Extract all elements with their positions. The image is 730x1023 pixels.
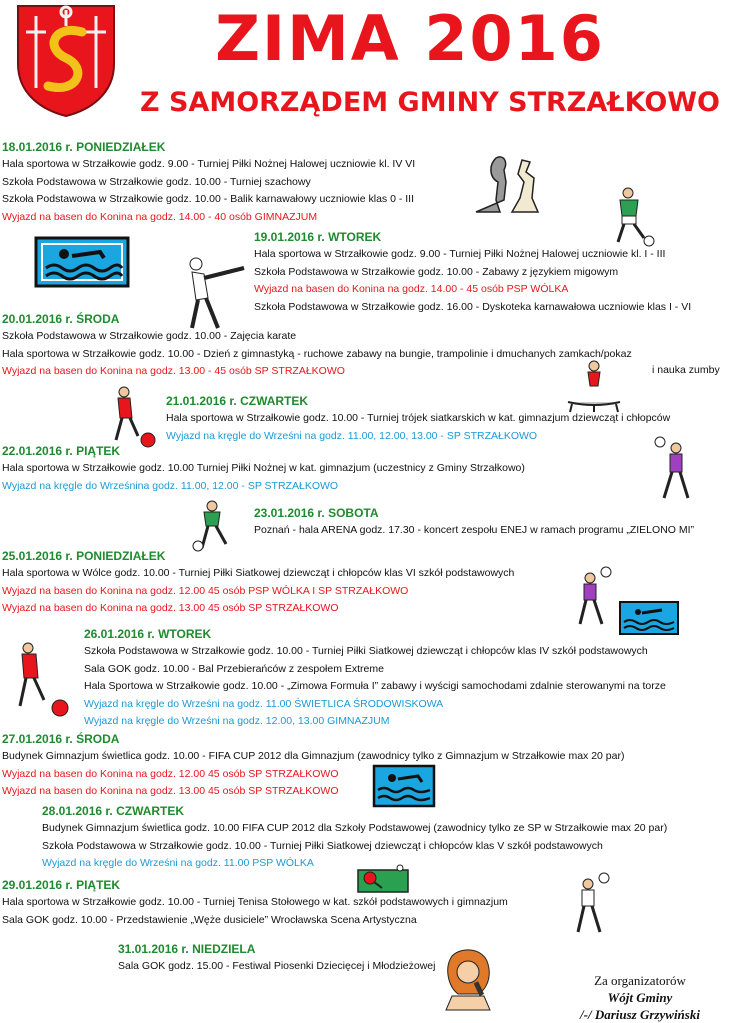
event-line: Szkoła Podstawowa w Strzałkowie godz. 10.00 - Zajęcia karate	[2, 330, 297, 342]
swimming-sign-icon	[34, 236, 130, 288]
event-line: Poznań - hala ARENA godz. 17.30 - koncert zespołu ENEJ w ramach programu „ZIELONO MI”	[254, 524, 695, 536]
football-player-icon	[190, 500, 238, 552]
page-subtitle: Z SAMORZĄDEM GMINY STRZAŁKOWO	[140, 87, 721, 118]
day-date: 29.01.2016 r. PIĄTEK	[2, 878, 121, 892]
event-line: Wyjazd na basen do Konina na godz. 14.00 - 40 osób GIMNAZJUM	[2, 210, 318, 223]
event-line: Wyjazd na kręgle do Wrześnina godz. 11.00, 12.00 - SP STRZAŁKOWO	[2, 479, 339, 492]
event-line: Wyjazd na basen do Konina na godz. 13.00 45 osób SP STRZAŁKOWO	[2, 785, 339, 797]
event-line: Szkoła Podstawowa w Strzałkowie godz. 10.00 - Turniej Piłki Siatkowej dziewcząt i chłopców klas IV szkół podstawowych	[84, 645, 648, 657]
event-line: Hala sportowa w Strzałkowie godz. 10.00 Turniej Piłki Nożnej w kat. gimnazjum (uczestnicy z Gminy Strzałkowo)	[2, 462, 525, 474]
event-line: Szkoła Podstawowa w Strzałkowie godz. 10.00 - Turniej szachowy	[2, 175, 311, 188]
day-date: 31.01.2016 r. NIEDZIELA	[118, 942, 256, 956]
trampoline-icon	[562, 358, 626, 414]
event-line: Budynek Gimnazjum świetlica godz. 10.00 - FIFA CUP 2012 dla Gimnazjum (zawodnicy tylko z Gimnazjum w Strzałkowie max 20 par)	[2, 750, 625, 762]
karate-icon	[178, 254, 250, 334]
day-date: 26.01.2016 r. WTOREK	[84, 627, 212, 641]
signature	[560, 972, 720, 1023]
day-block-22	[2, 443, 525, 495]
day-block-27	[2, 731, 624, 801]
event-line: Hala sportowa w Strzałkowie godz. 10.00 - Turniej Tenisa Stołowego w kat. szkół podstawowych i gimnazjum	[2, 896, 508, 908]
day-date: 25.01.2016 r. PONIEDZIAŁEK	[2, 549, 166, 563]
event-line: Budynek Gimnazjum świetlica godz. 10.00 FIFA CUP 2012 dla Szkoły Podstawowej (zawodnicy tylko ze SP w Strzałkowie max 20 par)	[42, 822, 668, 834]
coat-of-arms-icon	[14, 2, 118, 118]
volleyball-player-icon	[568, 872, 612, 934]
day-block-29	[2, 877, 508, 929]
signature-name: /-/ Dariusz Grzywiński	[580, 1007, 700, 1022]
day-block-25	[2, 548, 514, 618]
swimming-sign-icon	[372, 764, 436, 808]
event-line: Wyjazd na basen do Konina na godz. 12.00 45 osób PSP WÓLKA I SP STRZAŁKOWO	[2, 584, 409, 597]
extra-note: i nauka zumby	[652, 364, 720, 376]
event-line: Wyjazd na basen do Konina na godz. 13.00 45 osób SP STRZAŁKOWO	[2, 602, 339, 614]
event-line: Wyjazd na kręgle do Wrześni na godz. 11.00 PSP WÓLKA	[42, 857, 314, 869]
signature-line: Za organizatorów	[594, 973, 686, 988]
day-date: 19.01.2016 r. WTOREK	[254, 230, 382, 244]
day-date: 21.01.2016 r. CZWARTEK	[166, 394, 309, 408]
event-line: Sala GOK godz. 10.00 - Przedstawienie „Węże dusiciele” Wrocławska Scena Artystyczna	[2, 913, 417, 926]
day-date: 28.01.2016 r. CZWARTEK	[42, 804, 185, 818]
day-date: 20.01.2016 r. ŚRODA	[2, 312, 120, 326]
day-block-31	[118, 941, 435, 976]
day-date: 22.01.2016 r. PIĄTEK	[2, 444, 121, 458]
chess-pieces-icon	[468, 152, 546, 216]
event-line: Hala sportowa w Strzałkowie godz. 9.00 - Turniej Piłki Nożnej Halowej uczniowie kl. IV VI	[2, 158, 416, 170]
day-block-28	[42, 803, 667, 873]
bowling-icon	[14, 640, 72, 720]
event-line: Hala sportowa w Strzałkowie godz. 9.00 - Turniej Piłki Nożnej Halowej uczniowie kl. I - III	[254, 248, 666, 260]
volleyball-player-icon	[570, 566, 614, 626]
event-line: Wyjazd na basen do Konina na godz. 14.00 - 45 osób PSP WÓLKA	[254, 283, 569, 295]
event-line: Hala sportowa w Strzałkowie godz. 10.00 - Turniej trójek siatkarskich w kat. gimnazjum dziewcząt i chłopców	[166, 412, 671, 424]
day-date: 23.01.2016 r. SOBOTA	[254, 506, 379, 520]
day-block-23	[254, 505, 694, 540]
event-line: Wyjazd na kręgle do Wrześni na godz. 11.00 ŚWIETLICA ŚRODOWISKOWA	[84, 697, 444, 710]
event-line: Sala GOK godz. 10.00 - Bal Przebierańców z zespołem Extreme	[84, 662, 384, 675]
event-line: Hala sportowa w Strzałkowie godz. 10.00 - Dzień z gimnastyką - ruchowe zabawy na bungie, trampolinie i dmuchanych zamkach/pokaz	[2, 347, 632, 360]
event-line: Wyjazd na kręgle do Wrześni na godz. 12.00, 13.00 GIMNAZJUM	[84, 715, 390, 727]
day-date: 18.01.2016 r. PONIEDZIAŁEK	[2, 140, 166, 154]
day-block-20	[2, 311, 632, 381]
day-block-18	[2, 139, 415, 226]
event-line: Szkoła Podstawowa w Strzałkowie godz. 10.00 - Turniej Piłki Siatkowej dziewcząt i chłopców klas V szkół podstawowych	[42, 839, 603, 852]
event-line: Szkoła Podstawowa w Strzałkowie godz. 16.00 - Dyskoteka karnawałowa uczniowie klas I - VI	[254, 300, 692, 313]
event-line: Wyjazd na basen do Konina na godz. 12.00 45 osób SP STRZAŁKOWO	[2, 767, 339, 780]
event-line: Wyjazd na basen do Konina na godz. 13.00 - 45 osób SP STRZAŁKOWO	[2, 365, 345, 377]
bowling-icon	[108, 384, 158, 450]
event-line: Hala Sportowa w Strzałkowie godz. 10.00 - „Zimowa Formuła I” zabawy i wyścigi samochodami zdalnie sterowanymi na torze	[84, 680, 666, 692]
event-line: Szkoła Podstawowa w Strzałkowie godz. 10.00 - Balik karnawałowy uczniowie klas 0 - III	[2, 193, 415, 205]
volleyball-player-icon	[652, 434, 702, 502]
singer-icon	[438, 946, 500, 1012]
signature-line: Wójt Gminy	[607, 990, 673, 1005]
football-player-icon	[606, 186, 656, 248]
event-line: Wyjazd na kręgle do Wrześni na godz. 11.00, 12.00, 13.00 - SP STRZAŁKOWO	[166, 429, 538, 442]
day-date: 27.01.2016 r. ŚRODA	[2, 732, 120, 746]
event-line: Hala sportowa w Wólce godz. 10.00 - Turniej Piłki Siatkowej dziewcząt i chłopców klas VI szkół podstawowych	[2, 567, 515, 579]
day-block-26	[84, 626, 666, 731]
event-line: Szkoła Podstawowa w Strzałkowie godz. 10.00 - Zabawy z językiem migowym	[254, 265, 619, 278]
page-title: ZIMA 2016	[215, 2, 605, 75]
table-tennis-icon	[356, 862, 412, 896]
swimming-sign-icon	[618, 600, 680, 636]
event-line: Sala GOK godz. 15.00 - Festiwal Piosenki Dziecięcej i Młodzieżowej	[118, 960, 436, 972]
